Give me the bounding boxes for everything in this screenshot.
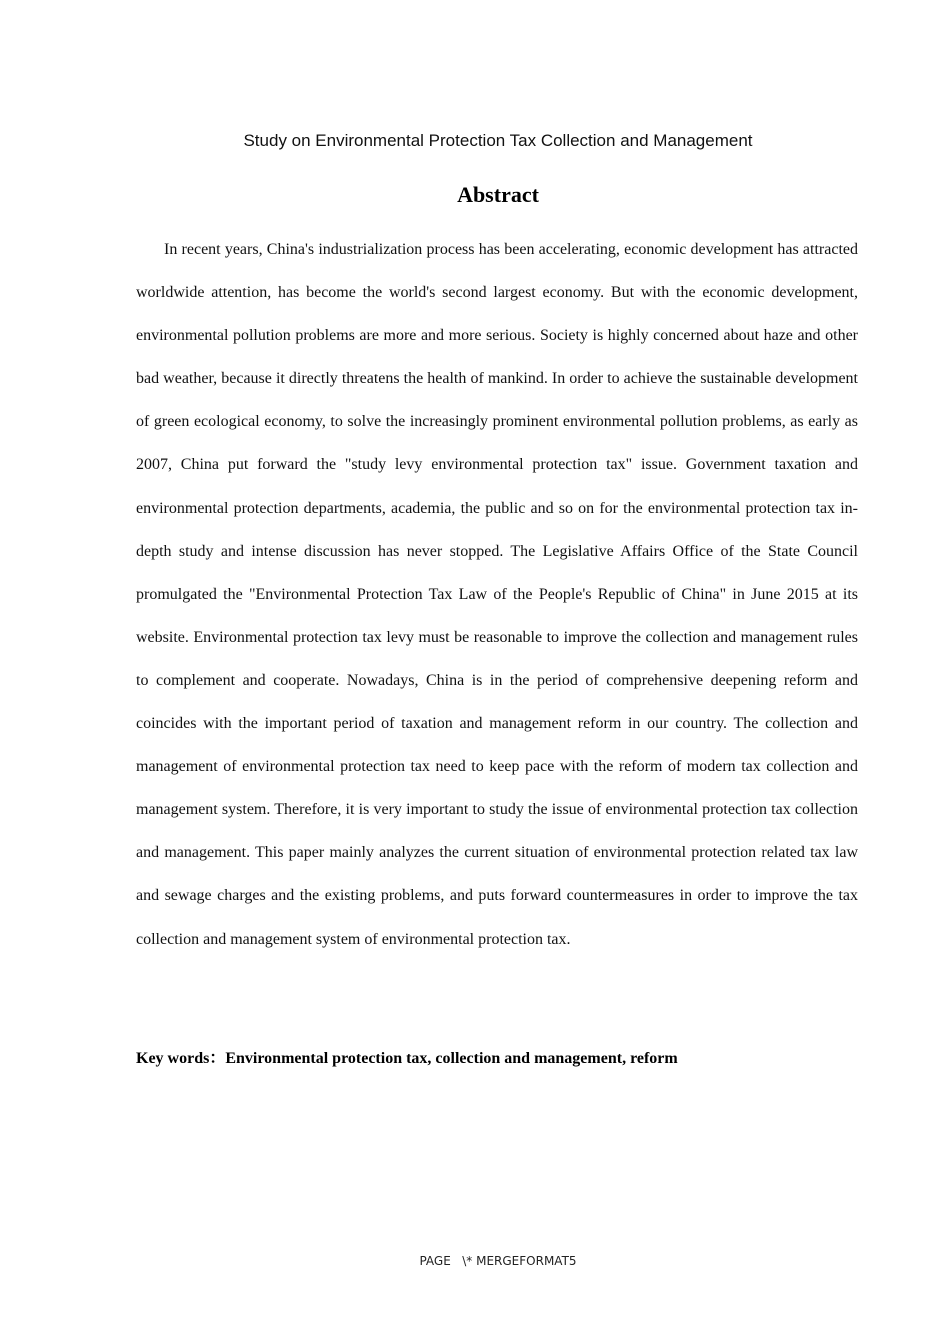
keywords-label: Key words： [136, 1050, 226, 1067]
abstract-body: In recent years, China's industrialization process has been accelerating, economic development has attracted worldwide attention, has become the world's second largest economy. But with the economic development, environmental pollution problems are more and more serious. Society is highly concerned about haze and other bad weather, because it directly threatens the health of mankind. In order to achieve the sustainable development of green ecological economy, to solve the increasingly prominent environmental pollution problems, as early as 2007, China put forward the "study levy environmental protection tax" issue. Government taxation and environmental protection departments, academia, the public and so on for the environmental protection tax in-depth study and intense discussion has never stopped. The Legislative Affairs Office of the State Council promulgated the "Environmental Protection Tax Law of the People's Republic of China" in June 2015 at its website. Environmental protection tax levy must be reasonable to improve the collection and management rules to complement and cooperate. Nowadays, China is in the period of comprehensive deepening reform and coincides with the important period of taxation and management reform in our country. The collection and management of environmental protection tax need to keep pace with the reform of modern tax collection and management system. Therefore, it is very important to study the issue of environmental protection tax collection and management. This paper mainly analyzes the current situation of environmental protection related tax law and sewage charges and the existing problems, and puts forward countermeasures in order to improve the tax collection and management system of environmental protection tax. [136, 241, 858, 948]
keywords-text: Environmental protection tax, collection and management, reform [225, 1050, 678, 1067]
abstract-heading: Abstract [457, 182, 539, 207]
page-footer-field: PAGE \* MERGEFORMAT5 [419, 1254, 577, 1268]
keywords-line [136, 1048, 858, 1070]
running-title: Study on Environmental Protection Tax Collection and Management [243, 131, 753, 150]
